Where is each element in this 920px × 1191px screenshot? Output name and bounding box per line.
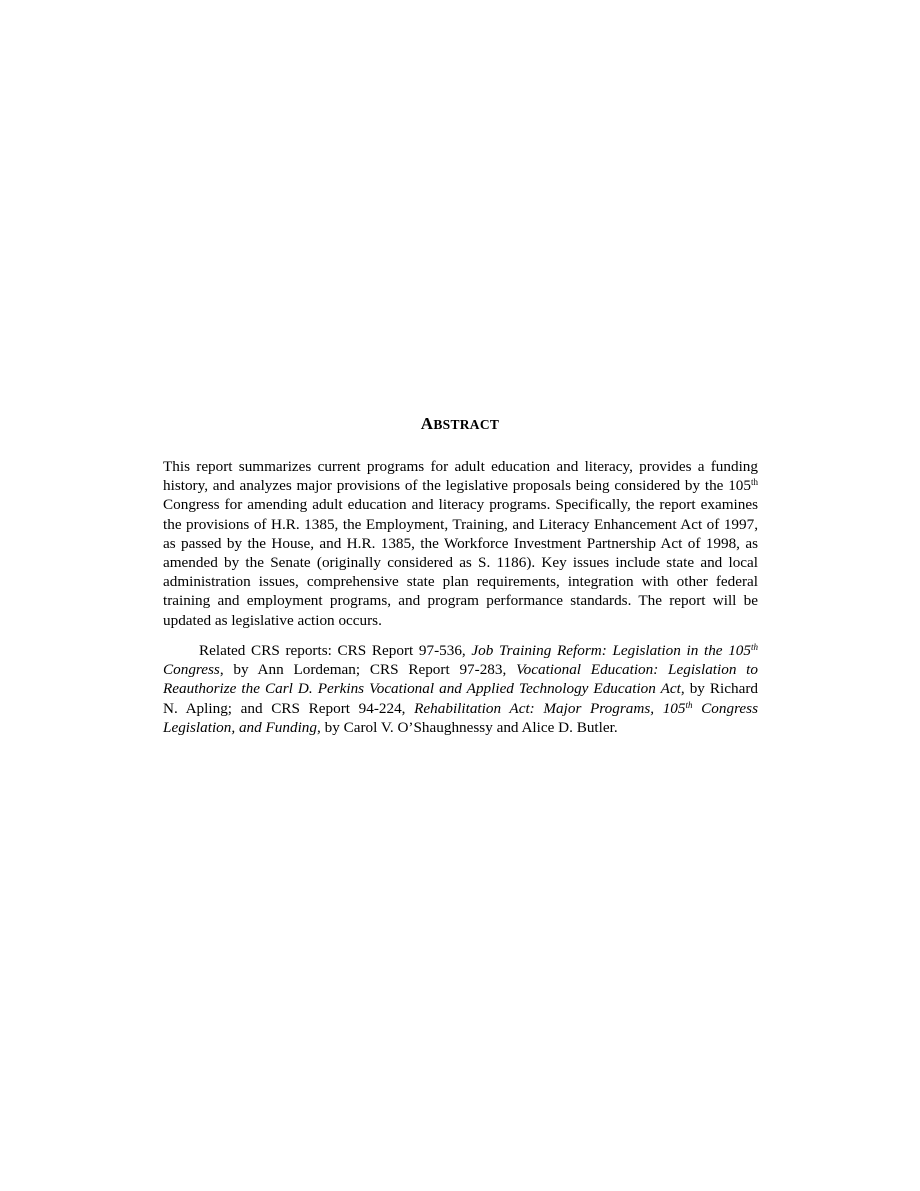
ref3-title-a: Rehabilitation Act: Major Programs, 105: [414, 699, 686, 717]
ref1-author: , by Ann Lordeman; CRS Report 97-283,: [219, 661, 517, 679]
ref1-title-a: Job Training Reform: Legislation in the 105: [471, 642, 751, 659]
related-intro: Related CRS reports: CRS Report 97-536,: [199, 642, 472, 659]
ref3-title-b: Congress Legislation, and Funding: [163, 699, 758, 736]
ref2-title: Vocational Education: Legislation to Reauthorize the Carl D. Perkins Vocational and Applied Technology Education Act: [163, 661, 758, 698]
summary-superscript: th: [750, 477, 758, 488]
ref3-author: , by Carol V. O’Shaughnessy and Alice D. Butler.: [317, 718, 618, 736]
summary-text-part1: This report summarizes current programs for adult education and literacy, provides a funding history, and analyzes major provisions of the legislative proposals being considered by the 105: [163, 458, 758, 495]
abstract-heading-rest: BSTRACT: [433, 417, 500, 432]
abstract-heading-initial: A: [420, 414, 434, 433]
ref1-title-b: Congress: [163, 661, 220, 679]
ref1-superscript: th: [750, 642, 758, 652]
related-reports-paragraph: [163, 641, 758, 737]
ref2-author: , by Richard N. Apling; and CRS Report 94-224,: [163, 680, 758, 717]
summary-text-part2: Congress for amending adult education and literacy programs. Specifically, the report examines the provisions of H.R. 1385, the Employment, Training, and Literacy Enhancement Act of 1997, as passed by the House, and H.R. 1385, the Workforce Investment Partnership Act of 1998, as amended by the Senate (originally considered as S. 1186). Key issues include state and local administration issues, comprehensive state plan requirements, integration with other federal training and employment programs, and program performance standards. The report will be updated as legislative action occurs.: [163, 496, 758, 629]
ref3-superscript: th: [685, 699, 693, 710]
abstract-heading: [0, 414, 920, 434]
abstract-summary-paragraph: [163, 457, 758, 630]
